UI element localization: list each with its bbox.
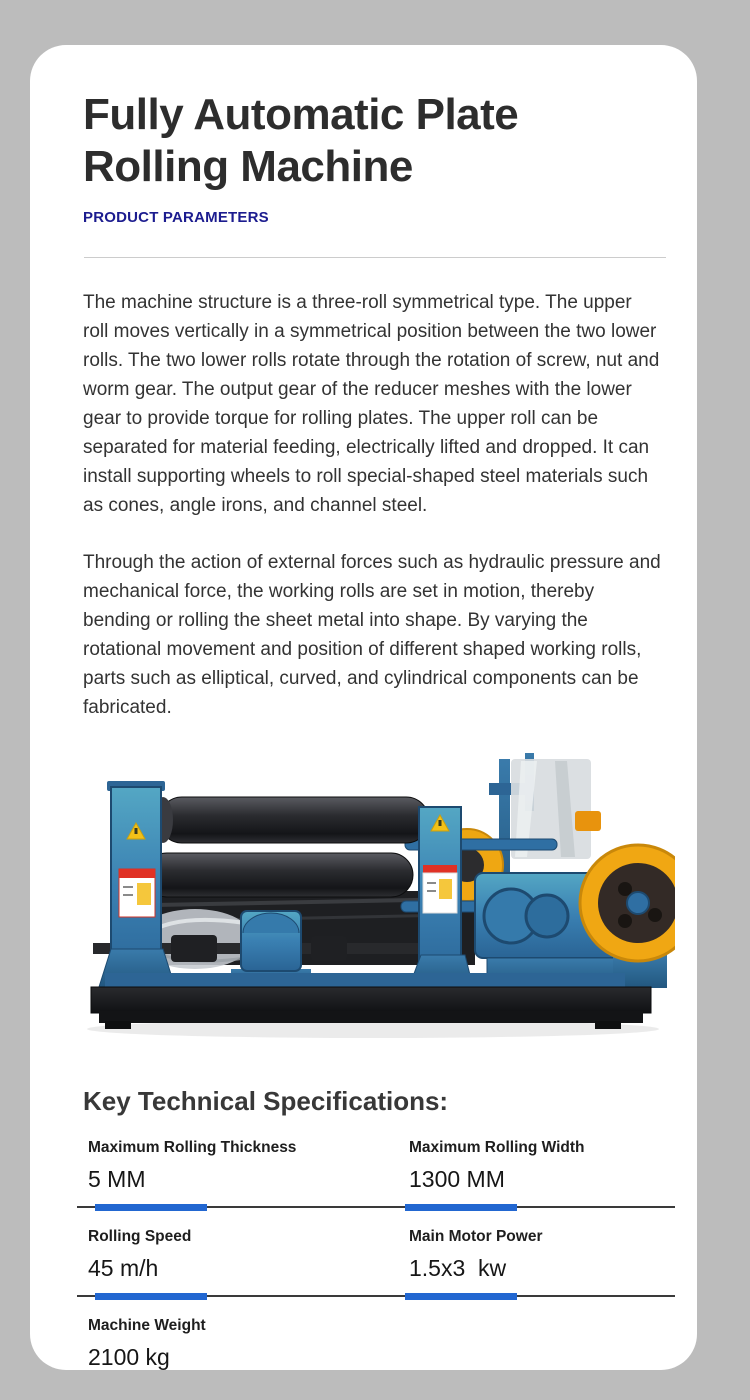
spec-divider: [77, 1206, 675, 1208]
spec-divider: [77, 1295, 675, 1297]
accent-bar: [405, 1204, 517, 1211]
divider: [84, 257, 666, 258]
spec-label: Maximum Rolling Width: [409, 1139, 585, 1156]
accent-bar: [95, 1293, 207, 1300]
spec-cell-max-rolling-width: [404, 1139, 667, 1193]
spec-cell-machine-weight: [83, 1317, 404, 1371]
spec-value: 1300 MM: [409, 1166, 505, 1192]
spec-cell-max-rolling-thickness: [83, 1139, 404, 1193]
spec-value: 2100 kg: [88, 1344, 170, 1370]
accent-bar: [405, 1293, 517, 1300]
accent-bar: [95, 1204, 207, 1211]
specs-heading: Key Technical Specifications:: [83, 1086, 449, 1116]
page-title: Fully Automatic Plate Rolling Machine: [83, 90, 519, 191]
spec-cell-main-motor-power: [404, 1228, 667, 1282]
product-card: [30, 45, 697, 1370]
spec-row: [83, 1228, 667, 1282]
spec-row: [83, 1317, 667, 1371]
spec-label: Rolling Speed: [88, 1228, 192, 1245]
spec-label: Machine Weight: [88, 1317, 206, 1334]
spec-cell-rolling-speed: [83, 1228, 404, 1282]
product-image: [75, 753, 675, 1043]
spec-label: Main Motor Power: [409, 1228, 543, 1245]
description-paragraph-2: Through the action of external forces such as hydraulic pressure and mechanical force, the working rolls are set in motion, thereby bending or rolling the sheet metal into shape. By varying the rotational movement and position of different shaped working rolls, parts such as elliptical, curved, and cylindrical components can be fabricated.: [83, 552, 661, 718]
spec-value: 1.5x3 kw: [409, 1255, 507, 1281]
description-paragraph-1: The machine structure is a three-roll symmetrical type. The upper roll moves vertically in a symmetrical position between the two lower rolls. The two lower rolls rotate through the rotation of screw, nut and worm gear. The output gear of the reducer meshes with the lower gear to provide torque for rolling plates. The upper roll can be separated for material feeding, electrically lifted and dropped. It can install supporting wheels to roll special-shaped steel materials such as cones, angle irons, and channel steel.: [83, 292, 660, 516]
spec-label: Maximum Rolling Thickness: [88, 1139, 297, 1156]
section-label: PRODUCT PARAMETERS: [83, 209, 269, 226]
specs-table: [83, 1139, 667, 1371]
spec-value: 45 m/h: [88, 1255, 159, 1281]
spec-value: 5 MM: [88, 1166, 146, 1192]
spec-row: [83, 1139, 667, 1193]
